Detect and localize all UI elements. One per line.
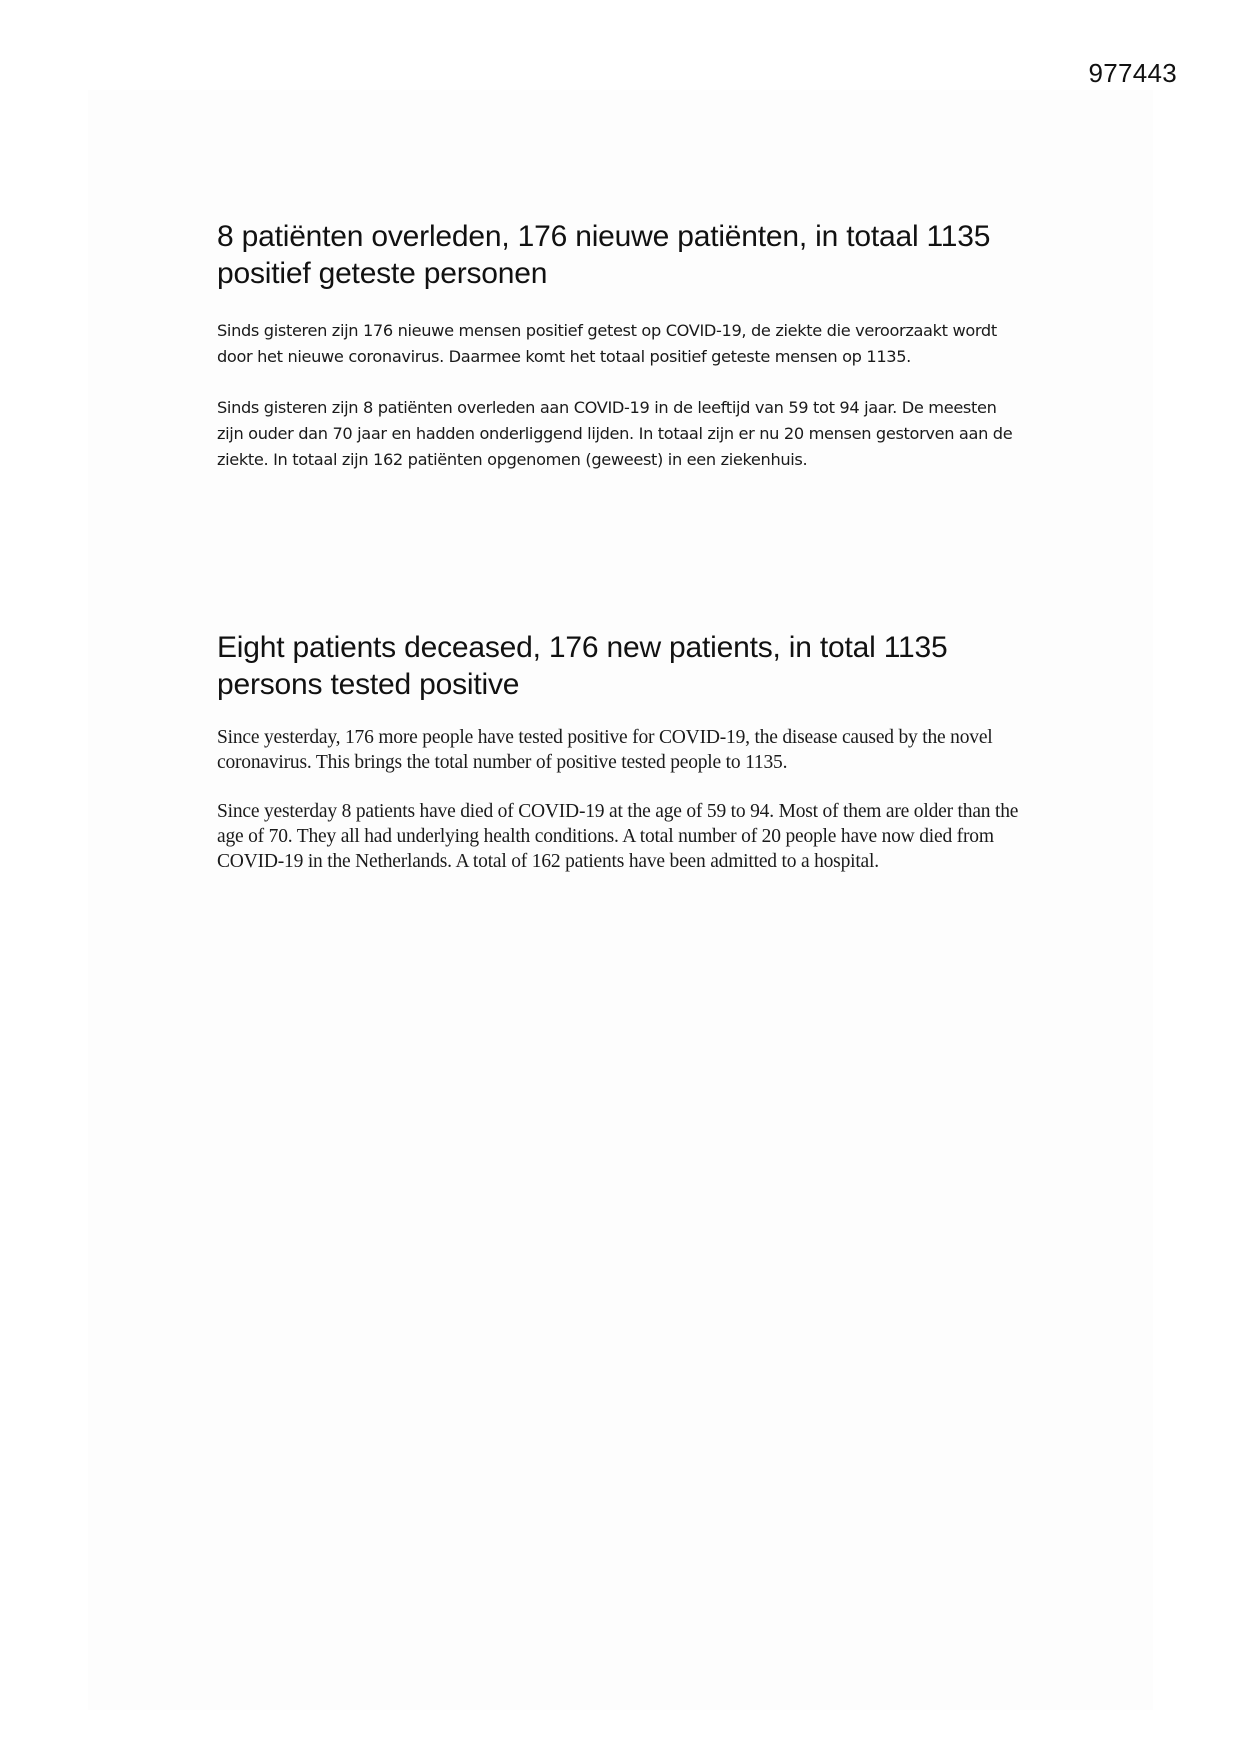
english-section: [217, 629, 1027, 898]
dutch-paragraph-new-cases: Sinds gisteren zijn 176 nieuwe mensen positief getest op COVID-19, de ziekte die veroorzaakt wordt door het nieuwe coronavirus. Daarmee komt het totaal positief geteste mensen op 1135.: [217, 321, 997, 366]
english-paragraph-new-cases: Since yesterday, 176 more people have tested positive for COVID-19, the disease caused by the novel coronavirus. This brings the total number of positive tested people to 1135.: [217, 727, 993, 773]
english-heading: Eight patients deceased, 176 new patients, in total 1135 persons tested positive: [217, 631, 948, 701]
english-paragraph-deaths: Since yesterday 8 patients have died of COVID-19 at the age of 59 to 94. Most of them are older than the age of 70. They all had underlying health conditions. A total number of 20 people have now died from COVID-19 in the Netherlands. A total of 162 patients have been admitted to a hospital.: [217, 801, 1019, 872]
document-id: 977443: [1088, 58, 1177, 88]
dutch-heading: 8 patiënten overleden, 176 nieuwe patiënten, in totaal 1135 positief geteste personen: [217, 220, 991, 290]
dutch-paragraph-deaths: Sinds gisteren zijn 8 patiënten overleden aan COVID-19 in de leeftijd van 59 tot 94 jaar. De meesten zijn ouder dan 70 jaar en hadden onderliggend lijden. In totaal zijn er nu 20 mensen gestorven aan de ziekte. In totaal zijn 162 patiënten opgenomen (geweest) in een ziekenhuis.: [217, 398, 1013, 469]
dutch-section: [217, 218, 1027, 498]
